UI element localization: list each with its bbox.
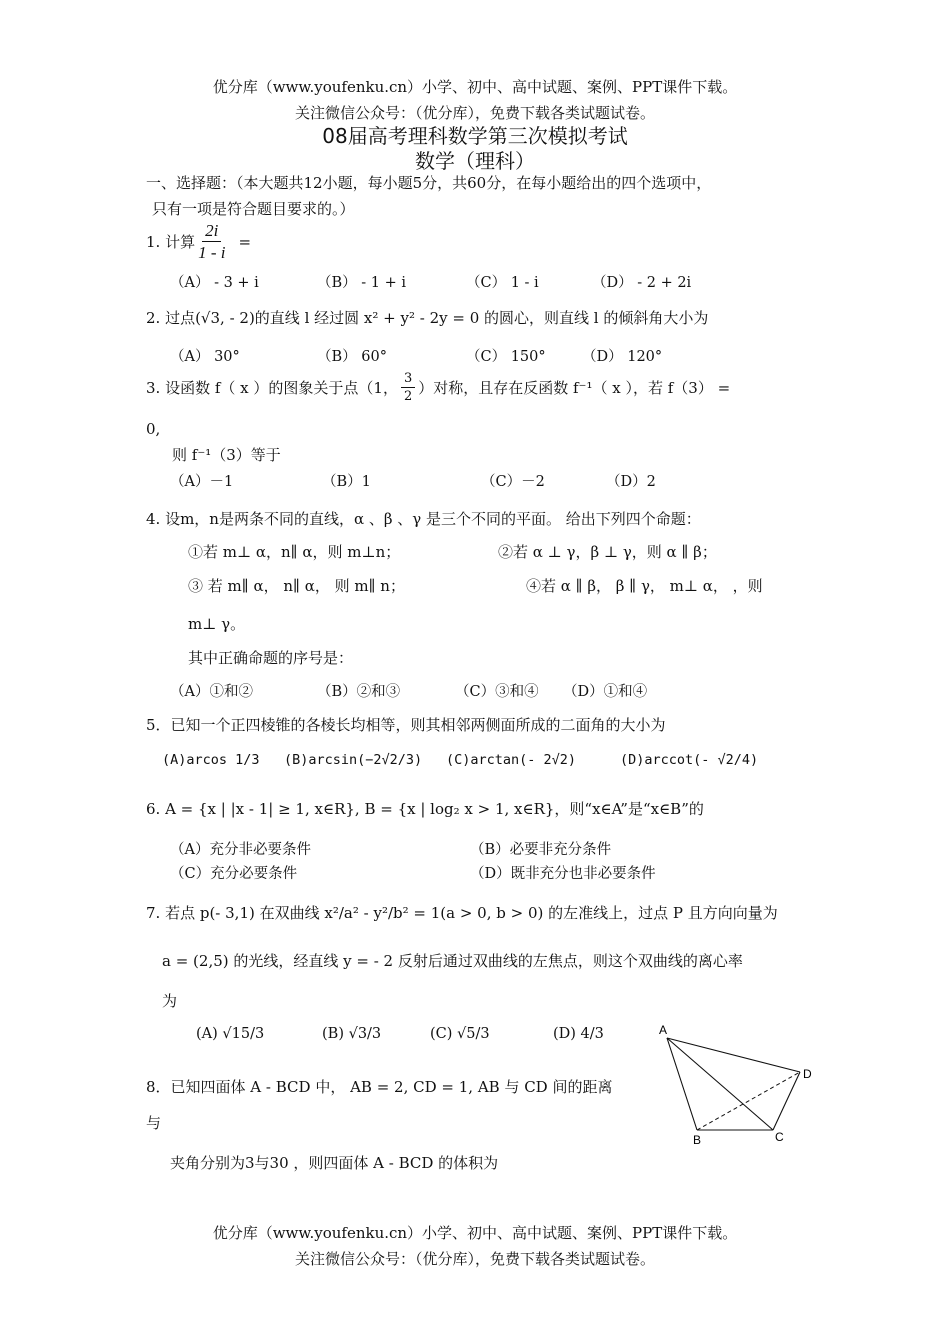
- question-2-stem: 2. 过点(√3, - 2)的直线 l 经过圆 x² + y² - 2y = 0 的圆心，则直线 l 的倾斜角大小为: [146, 309, 709, 327]
- vertex-label-b: B: [693, 1133, 702, 1147]
- tetrahedron-figure: [655, 1020, 825, 1150]
- q4-option-c: （C）③和④: [455, 684, 539, 700]
- q6-option-d: （D）既非充分也非必要条件: [470, 866, 656, 882]
- q4-option-b: （B）②和③: [317, 684, 401, 700]
- question-4-stem: 4. 设m，n是两条不同的直线，α 、β 、γ 是三个不同的平面。 给出下列四个命题：: [146, 510, 701, 528]
- question-7-stem-1: 7. 若点 p(- 3,1) 在双曲线 x²/a² - y²/b² = 1(a > 0, b > 0) 的左准线上，过点 P 且方向向量为: [146, 904, 778, 922]
- header-line-1: 优分库（www.youfenku.cn）小学、初中、高中试题、案例、PPT课件下载。: [212, 78, 738, 96]
- q3-option-d: （D）2: [606, 474, 656, 490]
- q1-option-a: （A） - 3 + i: [170, 275, 259, 291]
- q3-option-b: （B）1: [322, 474, 371, 490]
- q3-text-d: 则 f⁻¹（3）等于: [172, 446, 281, 464]
- question-8-stem-1: 8．已知四面体 A - BCD 中， AB = 2, CD = 1, AB 与 CD 间的距离: [146, 1078, 613, 1096]
- q3-denominator: 2: [403, 389, 413, 404]
- q4-option-a: （A）①和②: [170, 684, 253, 700]
- question-7-stem-3: 为: [162, 992, 178, 1010]
- page-subtitle: 数学（理科）: [415, 149, 535, 173]
- section-intro-1: 一、选择题：（本大题共12小题，每小题5分，共60分，在每小题给出的四个选项中，: [146, 174, 712, 192]
- question-6-stem: 6. A = {x | |x - 1| ≥ 1, x∈R}, B = {x | log₂ x > 1, x∈R}，则“x∈A”是“x∈B”的: [146, 800, 704, 818]
- q1-numerator: 2i: [202, 222, 221, 242]
- q7-option-c: (C) √5/3: [430, 1026, 490, 1042]
- q3-numerator: 3: [401, 372, 415, 388]
- q1-equals: =: [238, 232, 252, 251]
- q6-option-b: （B）必要非充分条件: [470, 842, 612, 858]
- q3-option-c: （C）－2: [481, 474, 545, 490]
- q4-proposition-4-cont: m⊥ γ。: [188, 615, 246, 633]
- footer-line-2: 关注微信公众号：（优分库），免费下载各类试题试卷。: [294, 1250, 655, 1268]
- vertex-label-a: A: [659, 1023, 668, 1037]
- question-8-stem-3: 夹角分别为3与30 ，则四面体 A - BCD 的体积为: [170, 1154, 499, 1172]
- q3-option-a: （A）－1: [170, 474, 234, 490]
- q4-proposition-4: ④若 α ∥ β， β ∥ γ， m⊥ α， ，则: [526, 577, 763, 595]
- q5-option-b: (B)arcsin(−2√2/3): [284, 752, 423, 768]
- q7-option-b: (B) √3/3: [322, 1026, 382, 1042]
- q6-option-a: （A）充分非必要条件: [170, 842, 311, 858]
- q1-fraction: [198, 222, 225, 261]
- question-8-stem-2: 与: [146, 1114, 162, 1132]
- q3-text-a: 3. 设函数 f（ x ）的图象关于点（1，: [146, 379, 398, 397]
- vertex-label-c: C: [775, 1130, 784, 1144]
- vertex-label-d: D: [803, 1067, 812, 1081]
- q2-option-d: （D） 120°: [582, 349, 663, 365]
- q2-option-c: （C） 150°: [466, 349, 546, 365]
- q4-option-d: （D）①和④: [563, 684, 648, 700]
- edge-ab: [667, 1038, 697, 1130]
- q5-option-c: (C)arctan(- 2√2): [446, 752, 577, 768]
- q3-text-c: 0,: [146, 420, 161, 438]
- q4-proposition-3: ③ 若 m∥ α， n∥ α， 则 m∥ n；: [188, 577, 405, 595]
- question-3-stem: [146, 372, 730, 403]
- page-title: 08届高考理科数学第三次模拟考试: [322, 124, 628, 148]
- section-intro-2: 只有一项是符合题目要求的。）: [152, 200, 355, 218]
- q3-text-b: ）对称，且存在反函数 f⁻¹（ x ），若 f（3） =: [418, 379, 731, 397]
- q5-option-a: (A)arcos 1/3: [162, 752, 260, 768]
- q1-option-c: （C） 1 - i: [466, 275, 539, 291]
- q1-denominator: 1 - i: [198, 243, 226, 262]
- question-1-stem: [146, 222, 251, 261]
- question-5-stem: 5．已知一个正四棱锥的各棱长均相等，则其相邻两侧面所成的二面角的大小为: [146, 716, 666, 734]
- q4-proposition-1: ①若 m⊥ α，n∥ α，则 m⊥n；: [188, 543, 401, 561]
- question-7-stem-2: a = (2,5) 的光线，经直线 y = - 2 反射后通过双曲线的左焦点，则这个双曲线的离心率: [162, 952, 743, 970]
- header-line-2: 关注微信公众号：（优分库），免费下载各类试题试卷。: [294, 104, 655, 122]
- q3-fraction: [401, 372, 415, 403]
- q1-option-b: （B） - 1 + i: [317, 275, 407, 291]
- q1-text: 1. 计算: [146, 233, 196, 251]
- q2-option-a: （A） 30°: [170, 349, 240, 365]
- q5-option-d: (D)arccot(- √2/4): [620, 752, 759, 768]
- q7-option-a: (A) √15/3: [196, 1026, 265, 1042]
- q4-ask: 其中正确命题的序号是：: [188, 649, 354, 667]
- edge-cd: [773, 1072, 800, 1130]
- edge-bd-hidden: [697, 1072, 800, 1130]
- q7-option-d: (D) 4/3: [553, 1026, 604, 1042]
- q4-proposition-2: ②若 α ⊥ γ，β ⊥ γ，则 α ∥ β；: [498, 543, 717, 561]
- footer-line-1: 优分库（www.youfenku.cn）小学、初中、高中试题、案例、PPT课件下载。: [212, 1224, 738, 1242]
- q2-option-b: （B） 60°: [317, 349, 387, 365]
- q6-option-c: （C）充分必要条件: [170, 866, 298, 882]
- q1-option-d: （D） - 2 + 2i: [592, 275, 692, 291]
